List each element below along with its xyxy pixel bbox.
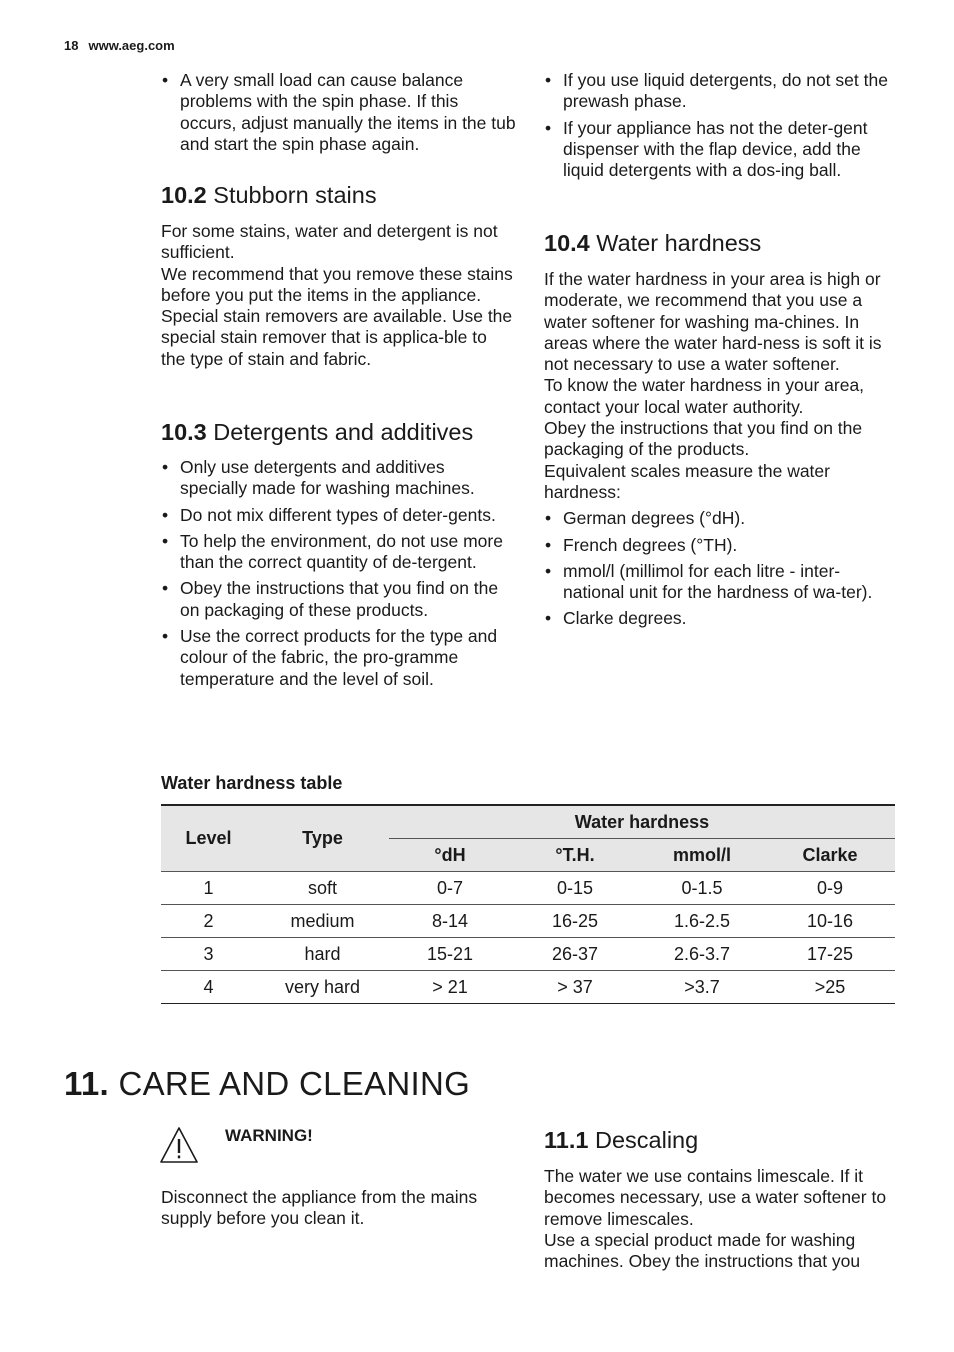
column-header-clarke: Clarke xyxy=(765,839,895,872)
paragraph: Use a special product made for washing machines. Obey the instructions that you xyxy=(544,1229,861,1272)
paragraph: Equivalent scales measure the water hardness: xyxy=(544,460,830,502)
table-cell: >3.7 xyxy=(639,971,765,1004)
table-cell: 3 xyxy=(161,938,256,971)
website-url: www.aeg.com xyxy=(88,38,175,53)
page-header xyxy=(64,38,175,53)
warning-text-block xyxy=(161,1187,516,1230)
detergent-bullets xyxy=(544,70,899,186)
list-item: • A very small load can cause balance problems with the spin phase. If this occurs, adjust manually the items in the tub and start the spin phase again. xyxy=(161,70,516,155)
section-heading: 10.2 Stubborn stains xyxy=(161,182,377,208)
column-header-level: Level xyxy=(161,805,256,872)
table-cell: 0-9 xyxy=(765,872,895,905)
water-hardness-table xyxy=(161,804,895,1004)
list-item: • German degrees (°dH). xyxy=(544,508,899,529)
paragraph: We recommend that you remove these stains before you put the items in the appliance. xyxy=(161,263,513,305)
paragraph: For some stains, water and detergent is not sufficient. xyxy=(161,221,498,263)
section-heading: 10.3 Detergents and additives xyxy=(161,419,474,445)
section-heading: 10.4 Water hardness xyxy=(544,230,762,256)
column-header-dh: °dH xyxy=(389,839,511,872)
table-cell: 15-21 xyxy=(389,938,511,971)
table-cell: 8-14 xyxy=(389,905,511,938)
paragraph: The water we use contains limescale. If it becomes necessary, use a water softener to remove limescales. xyxy=(544,1166,887,1229)
warning-text: Disconnect the appliance from the mains supply before you clean it. xyxy=(161,1187,478,1229)
list-item: • Obey the instructions that you find on the on packaging of these products. xyxy=(161,578,516,621)
list-item: • If your appliance has not the deter-gent dispenser with the flap device, add the liquid detergents with a dos-ing ball. xyxy=(544,118,899,182)
table-row xyxy=(161,971,895,1004)
section-water-hardness xyxy=(544,229,899,635)
list-item: • Use the correct products for the type and colour of the fabric, the pro-gramme temperature and the level of soil. xyxy=(161,626,516,690)
table-cell: 0-15 xyxy=(511,872,639,905)
table-cell: 4 xyxy=(161,971,256,1004)
table-cell: 1.6-2.5 xyxy=(639,905,765,938)
table-cell: hard xyxy=(256,938,389,971)
table-cell: 1 xyxy=(161,872,256,905)
section-detergents xyxy=(161,418,516,695)
paragraph: Obey the instructions that you find on the packaging of the products. xyxy=(544,418,863,460)
paragraph: Special stain removers are available. Use the special stain remover that is applica-ble to the type of stain and fabric. xyxy=(161,306,513,369)
table-cell: 16-25 xyxy=(511,905,639,938)
table-cell: medium xyxy=(256,905,389,938)
table-cell: 17-25 xyxy=(765,938,895,971)
paragraph: To know the water hardness in your area, contact your local water authority. xyxy=(544,375,865,417)
section-heading: 11.1 Descaling xyxy=(544,1127,699,1153)
list-item: • Clarke degrees. xyxy=(544,608,899,629)
table-title: Water hardness table xyxy=(161,773,343,793)
table-cell: 2 xyxy=(161,905,256,938)
column-header-th: °T.H. xyxy=(511,839,639,872)
list-item: • If you use liquid detergents, do not set the prewash phase. xyxy=(544,70,899,113)
column-header-type: Type xyxy=(256,805,389,872)
section-stubborn-stains xyxy=(161,181,516,370)
list-item: • French degrees (°TH). xyxy=(544,535,899,556)
page-number: 18 xyxy=(64,38,79,53)
section-descaling xyxy=(544,1126,899,1272)
list-item: • Do not mix different types of deter-gents. xyxy=(161,505,516,526)
warning-label: WARNING! xyxy=(225,1126,313,1145)
table-cell: 10-16 xyxy=(765,905,895,938)
table-cell: 0-1.5 xyxy=(639,872,765,905)
table-cell: very hard xyxy=(256,971,389,1004)
column-group-water-hardness: Water hardness xyxy=(389,805,895,839)
intro-bullets xyxy=(161,70,516,160)
table-row xyxy=(161,905,895,938)
table-cell: 26-37 xyxy=(511,938,639,971)
table-cell: 0-7 xyxy=(389,872,511,905)
table-cell: 2.6-3.7 xyxy=(639,938,765,971)
table-cell: > 37 xyxy=(511,971,639,1004)
list-item: • Only use detergents and additives specially made for washing machines. xyxy=(161,457,516,500)
table-cell: >25 xyxy=(765,971,895,1004)
warning-triangle-icon xyxy=(159,1126,199,1164)
table-row xyxy=(161,938,895,971)
table-cell: soft xyxy=(256,872,389,905)
chapter-title: 11. CARE AND CLEANING xyxy=(64,1065,471,1102)
paragraph: If the water hardness in your area is high or moderate, we recommend that you use a water softener for washing ma-chines. In areas where the water hard-ness is soft it is not necessary to use a water softener. xyxy=(544,269,882,375)
table-row xyxy=(161,872,895,905)
list-item: • mmol/l (millimol for each litre - inter-national unit for the hardness of wa-ter). xyxy=(544,561,899,604)
column-header-mmol: mmol/l xyxy=(639,839,765,872)
table-cell: > 21 xyxy=(389,971,511,1004)
list-item: • To help the environment, do not use more than the correct quantity of de-tergent. xyxy=(161,531,516,574)
